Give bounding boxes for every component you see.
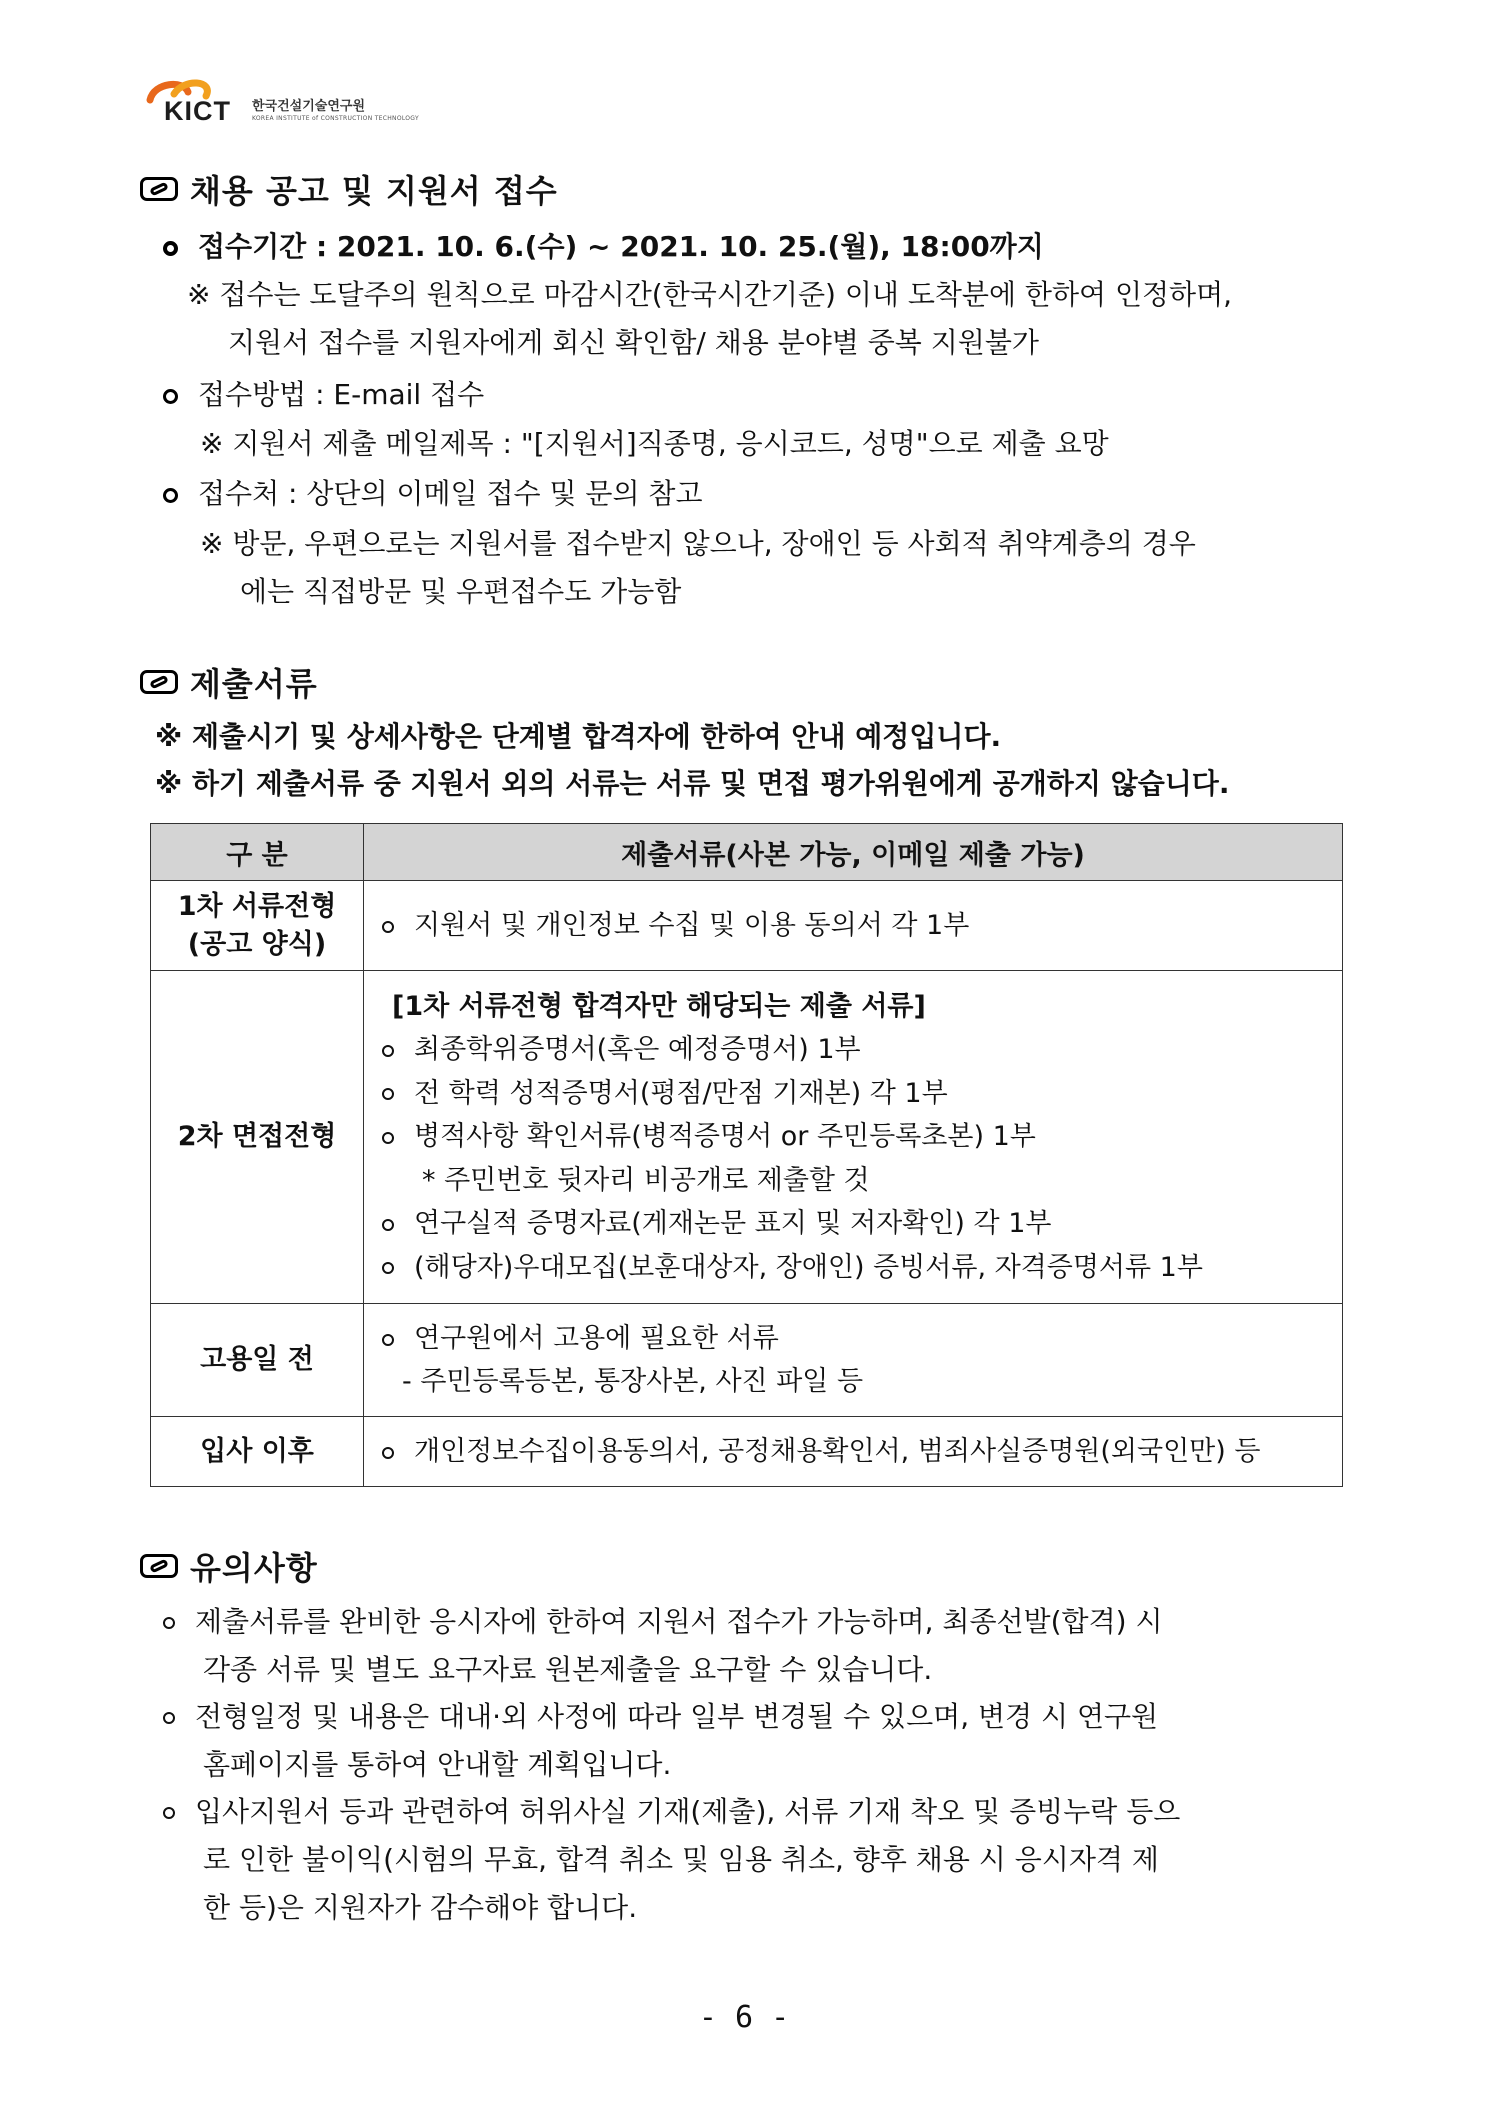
circle-bullet-icon bbox=[163, 389, 178, 404]
circle-bullet-icon bbox=[382, 1045, 394, 1057]
notes-item-3: 입사지원서 등과 관련하여 허위사실 기재(제출), 서류 기재 착오 및 증빙누락 등으 bbox=[163, 1790, 1180, 1830]
period-text: 접수기간 : 2021. 10. 6.(수) ~ 2021. 10. 25.(월), 18:00까지 bbox=[198, 230, 1044, 263]
row1-item: 지원서 및 개인정보 수집 및 이용 동의서 각 1부 bbox=[414, 910, 970, 941]
note1-line2: 지원서 접수를 지원자에게 회신 확인함/ 채용 분야별 중복 지원불가 bbox=[228, 326, 1039, 359]
link-icon bbox=[140, 670, 178, 694]
table-row bbox=[151, 1304, 1343, 1417]
circle-bullet-icon bbox=[382, 1447, 394, 1459]
page-number: - 6 - bbox=[698, 2000, 790, 2035]
note1-line1: ※ 접수는 도달주의 원칙으로 마감시간(한국시간기준) 이내 도착분에 한하여 인정하며, bbox=[187, 278, 1233, 311]
documents-table bbox=[150, 823, 1343, 1487]
place-text: 접수처 : 상단의 이메일 접수 및 문의 참고 bbox=[198, 477, 703, 510]
circle-bullet-icon bbox=[382, 1334, 394, 1346]
row2-documents bbox=[364, 971, 1343, 1304]
table-row bbox=[151, 1417, 1343, 1487]
row4-category: 입사 이후 bbox=[151, 1417, 364, 1487]
row2-sub-note: * 주민번호 뒷자리 비공개로 제출할 것 bbox=[422, 1164, 870, 1196]
logo-text: KICT bbox=[164, 96, 231, 126]
row1-documents bbox=[364, 881, 1343, 971]
place-line bbox=[163, 472, 703, 512]
circle-bullet-icon bbox=[382, 1088, 394, 1100]
method-line bbox=[163, 373, 484, 413]
org-name bbox=[252, 100, 419, 122]
kict-logo bbox=[144, 74, 419, 130]
logo-mark bbox=[144, 74, 244, 130]
note2-line: ※ 지원서 제출 메일제목 : "[지원서]직종명, 응시코드, 성명"으로 제출 요망 bbox=[200, 427, 1109, 460]
circle-bullet-icon bbox=[382, 1219, 394, 1231]
circle-bullet-icon bbox=[382, 1262, 394, 1274]
circle-bullet-icon bbox=[163, 1617, 175, 1629]
row3-category: 고용일 전 bbox=[151, 1304, 364, 1417]
notes-item-2-cont: 홈페이지를 통하여 안내할 계획입니다. bbox=[203, 1748, 672, 1781]
row2-item: 최종학위증명서(혹은 예정증명서) 1부 bbox=[382, 1028, 1324, 1072]
row2-item: (해당자)우대모집(보훈대상자, 장애인) 증빙서류, 자격증명서류 1부 bbox=[382, 1246, 1324, 1290]
note3-line2: 에는 직접방문 및 우편접수도 가능함 bbox=[240, 575, 682, 608]
section-title-documents bbox=[140, 656, 318, 708]
row3-item: 연구원에서 고용에 필요한 서류 bbox=[382, 1317, 1324, 1360]
row4-documents bbox=[364, 1417, 1343, 1487]
period-line bbox=[163, 225, 1044, 265]
header-documents: 제출서류(사본 가능, 이메일 제출 가능) bbox=[364, 824, 1343, 881]
notes-item-2: 전형일정 및 내용은 대내·외 사정에 따라 일부 변경될 수 있으며, 변경 시 연구원 bbox=[163, 1695, 1158, 1735]
notes-item-3-cont2: 한 등)은 지원자가 감수해야 합니다. bbox=[203, 1891, 638, 1924]
section-title-text: 채용 공고 및 지원서 접수 bbox=[190, 172, 558, 210]
row1-category bbox=[151, 881, 364, 971]
row1-category-line2: (공고 양식) bbox=[187, 928, 327, 960]
note3-line1: ※ 방문, 우편으로는 지원서를 접수받지 않으나, 장애인 등 사회적 취약계층의 경우 bbox=[200, 527, 1196, 560]
notes-item-3-cont1: 로 인한 불이익(시험의 무효, 합격 취소 및 임용 취소, 향후 채용 시 응시자격 제 bbox=[203, 1843, 1159, 1876]
circle-bullet-icon bbox=[163, 1807, 175, 1819]
row2-item: 연구실적 증명자료(게재논문 표지 및 저자확인) 각 1부 bbox=[382, 1202, 1324, 1246]
section-title-text: 제출서류 bbox=[190, 665, 318, 703]
row2-category: 2차 면접전형 bbox=[151, 971, 364, 1304]
table-header-row bbox=[151, 824, 1343, 881]
circle-bullet-icon bbox=[163, 241, 178, 256]
method-text: 접수방법 : E-mail 접수 bbox=[198, 378, 485, 411]
circle-bullet-icon bbox=[382, 921, 394, 933]
row4-item: 개인정보수집이용동의서, 공정채용확인서, 범죄사실증명원(외국인만) 등 bbox=[414, 1436, 1261, 1467]
circle-bullet-icon bbox=[382, 1132, 394, 1144]
row2-item: 병적사항 확인서류(병적증명서 or 주민등록초본) 1부 bbox=[382, 1115, 1324, 1159]
section-title-notes bbox=[140, 1540, 318, 1592]
row3-sub: - 주민등록등본, 통장사본, 사진 파일 등 bbox=[402, 1366, 864, 1397]
section-title-application bbox=[140, 163, 558, 215]
header-category: 구 분 bbox=[151, 824, 364, 881]
circle-bullet-icon bbox=[163, 488, 178, 503]
notes-item-1: 제출서류를 완비한 응시자에 한하여 지원서 접수가 가능하며, 최종선발(합격) 시 bbox=[163, 1600, 1163, 1640]
table-row bbox=[151, 971, 1343, 1304]
notes-item-1-cont: 각종 서류 및 별도 요구자료 원본제출을 요구할 수 있습니다. bbox=[203, 1653, 933, 1686]
row3-documents bbox=[364, 1304, 1343, 1417]
link-icon bbox=[140, 1554, 178, 1578]
row2-item: 전 학력 성적증명서(평점/만점 기재본) 각 1부 bbox=[382, 1072, 1324, 1116]
org-name-en: KOREA INSTITUTE of CONSTRUCTION TECHNOLOGY bbox=[252, 115, 419, 122]
table-row bbox=[151, 881, 1343, 971]
org-name-ko: 한국건설기술연구원 bbox=[252, 99, 366, 114]
row2-heading: [1차 서류전형 합격자만 해당되는 제출 서류] bbox=[392, 990, 926, 1022]
documents-notice-1: ※ 제출시기 및 상세사항은 단계별 합격자에 한하여 안내 예정입니다. bbox=[155, 720, 1002, 753]
row1-category-line1: 1차 서류전형 bbox=[177, 890, 337, 922]
documents-notice-2: ※ 하기 제출서류 중 지원서 외의 서류는 서류 및 면접 평가위원에게 공개하지 않습니다. bbox=[155, 767, 1230, 800]
circle-bullet-icon bbox=[163, 1712, 175, 1724]
section-title-text: 유의사항 bbox=[190, 1549, 318, 1587]
link-icon bbox=[140, 177, 178, 201]
